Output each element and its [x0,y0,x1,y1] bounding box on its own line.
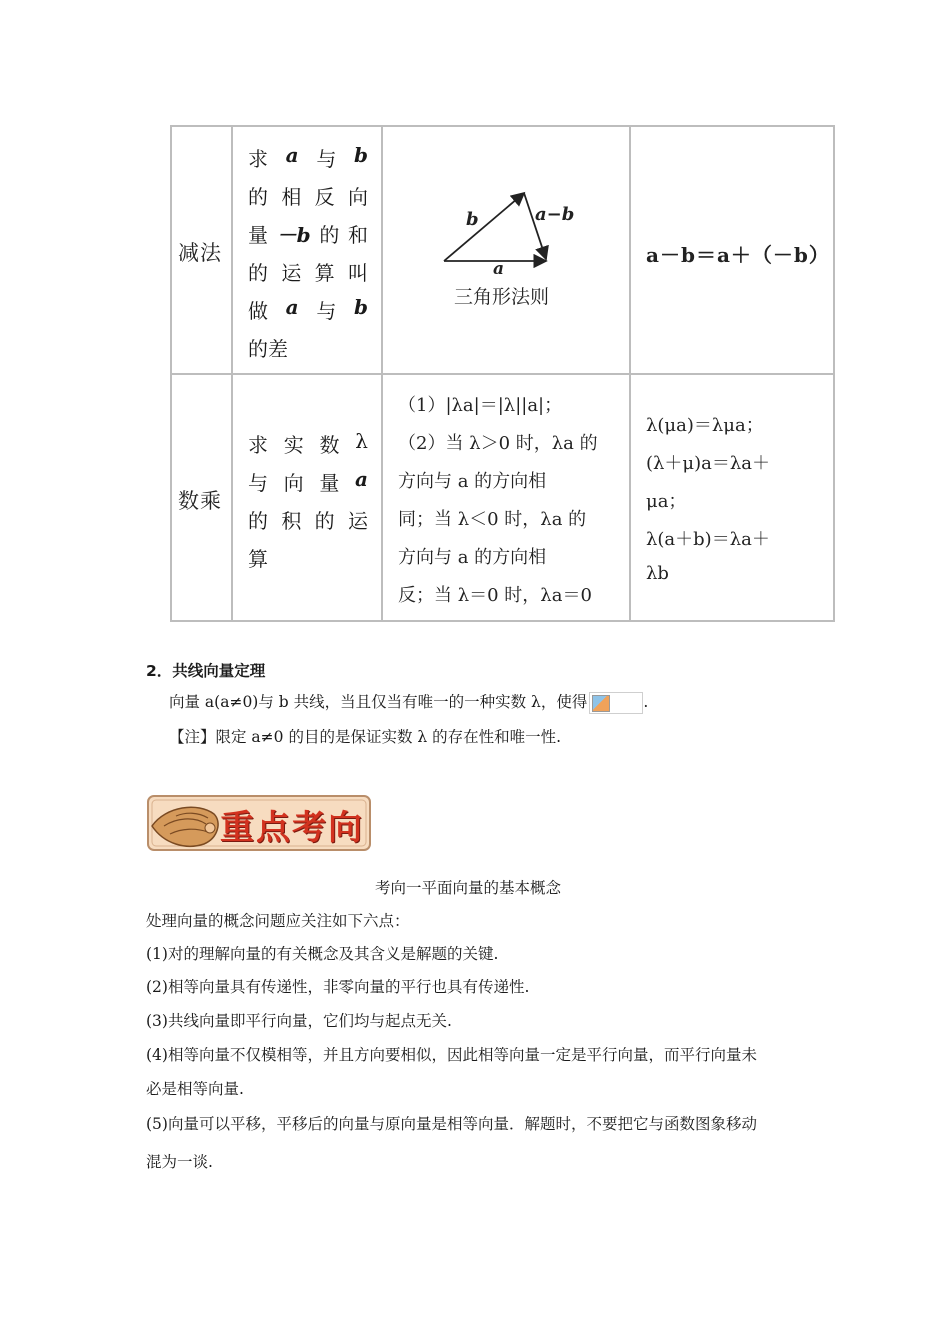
vector-operations-table [170,125,835,622]
scalar-rule-4: 同；当 λ＜0 时，λa 的 [398,509,587,530]
focus-subtitle: 考向一平面向量的基本概念 [375,879,562,897]
focus-intro: 处理向量的概念问题应关注如下六点： [146,912,410,930]
focus-point: 必是相等向量. [146,1080,244,1098]
broken-formula-image [589,692,643,714]
label-a-minus-b: a−b [535,204,575,225]
def-line: 量 －b 的 和 [248,223,368,247]
op-subtraction: 减法 [178,241,222,265]
focus-point: (4)相等向量不仅模相等，并且方向要相似，因此相等向量一定是平行向量，而平行向量未 [146,1046,757,1064]
scalar-rule-1: （1）|λa|＝|λ||a|； [398,395,563,416]
theorem-text: 向量 a(a≠0)与 b 共线，当且仅当有唯一的一种实数 λ，使得 [169,693,588,711]
diagram-caption: 三角形法则 [454,286,550,308]
def-line: 的差 [248,337,288,361]
label-b: b [466,209,479,230]
scalar-rule-2: （2）当 λ＞0 时，λa 的 [398,433,598,454]
theorem-end: . [643,693,649,711]
section-heading: 2．共线向量定理 [146,662,266,680]
banner-title: 重点考向 [220,808,364,848]
def-line: 与 向 量 a [248,467,368,495]
focus-banner [146,792,372,854]
scalar-law-4: λ(a＋b)＝λa＋ [646,529,770,550]
scalar-law-1: λ(μa)＝λμa； [646,415,764,436]
focus-point: (5)向量可以平移，平移后的向量与原向量是相等向量．解题时，不要把它与函数图象移动 [146,1115,757,1133]
theorem-note: 【注】限定 a≠0 的目的是保证实数 λ 的存在性和唯一性. [169,728,562,746]
focus-point: (3)共线向量即平行向量，它们均与起点无关. [146,1012,452,1030]
vector-amb-arrow [524,193,546,259]
triangle-law-diagram [432,185,562,270]
def-line: 求 a 与 b [248,143,368,171]
def-line: 的 相 反 向 [248,185,368,209]
focus-point: (2)相等向量具有传递性，非零向量的平行也具有传递性. [146,978,530,996]
focus-point: (1)对的理解向量的有关概念及其含义是解题的关键. [146,945,499,963]
def-line: 做 a 与 b [248,295,368,323]
def-line: 算 [248,547,268,571]
collinear-theorem [169,690,648,714]
scalar-rule-6: 反；当 λ＝0 时，λa＝0 [398,585,592,606]
scalar-law-5: λb [646,563,669,584]
def-line: 的 积 的 运 [248,509,368,533]
op-scalar: 数乘 [178,489,222,513]
focus-point: 混为一谈. [146,1153,213,1171]
scalar-law-3: μa； [646,491,687,512]
def-line: 求 实 数 λ [248,429,368,457]
def-line: 的 运 算 叫 [248,261,368,285]
scalar-rule-5: 方向与 a 的方向相 [398,547,547,568]
subtraction-law: a－b＝a＋（－b） [646,243,830,267]
scalar-law-2: (λ＋μ)a＝λa＋ [646,453,771,474]
scalar-rule-3: 方向与 a 的方向相 [398,471,547,492]
label-a: a [493,259,505,279]
vector-b-arrow [444,193,524,261]
